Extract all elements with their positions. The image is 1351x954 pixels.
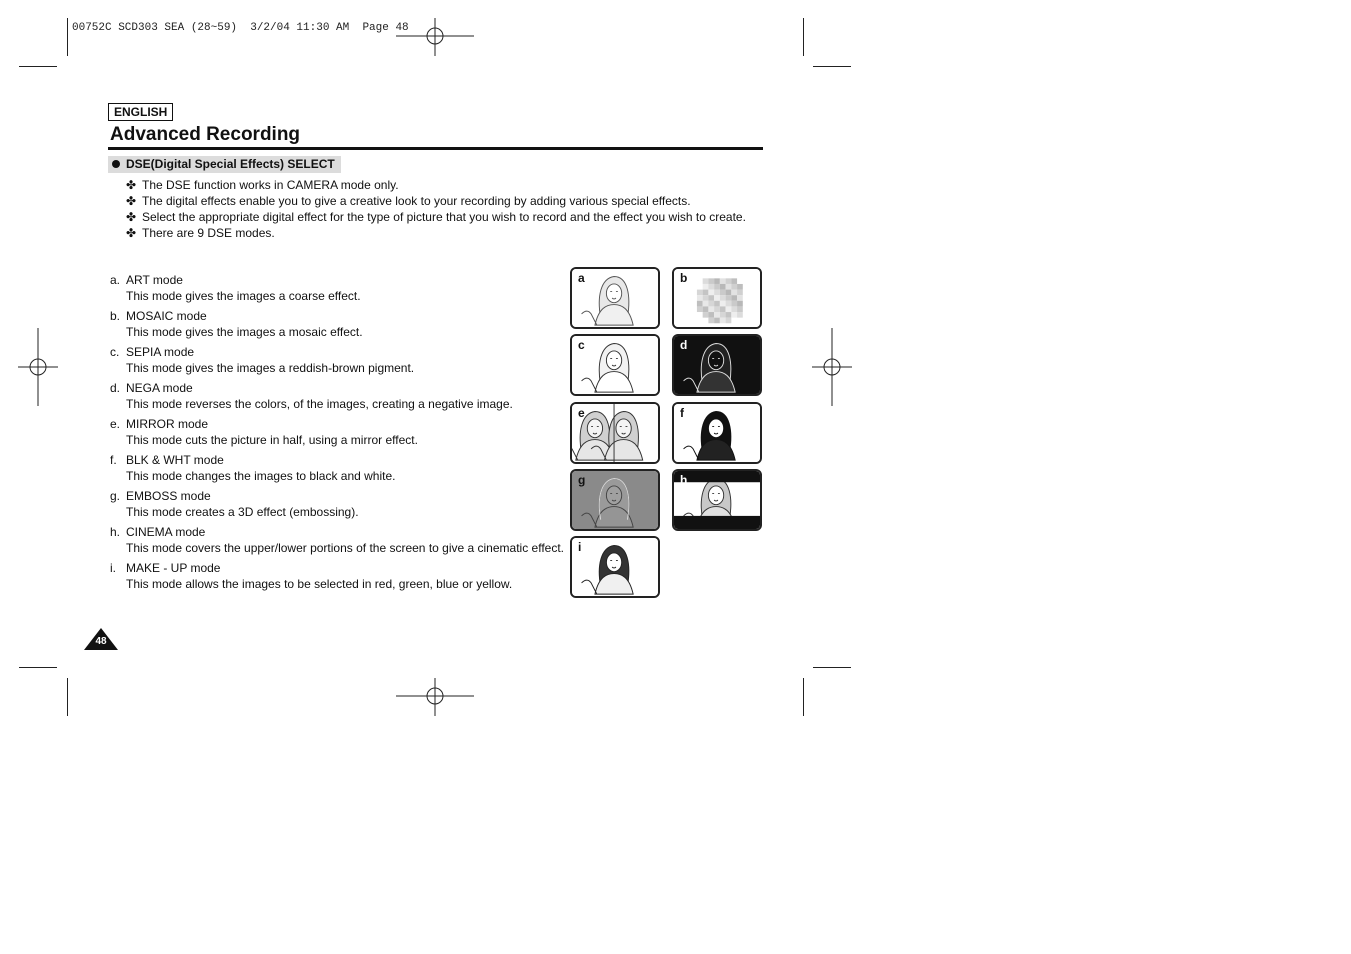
mode-name: NEGA mode <box>126 381 193 395</box>
mode-item <box>110 560 564 596</box>
thumbnail-label: g <box>578 473 586 487</box>
thumbnail-label: a <box>578 271 585 285</box>
mode-desc: This mode covers the upper/lower portions of the screen to give a cinematic effect. <box>126 541 564 555</box>
mode-desc: This mode changes the images to black and white. <box>126 469 396 483</box>
mode-name: MIRROR mode <box>126 417 209 431</box>
mode-item <box>110 308 564 344</box>
bullet-item <box>126 177 746 193</box>
mode-name: SEPIA mode <box>126 345 195 359</box>
mode-item <box>110 272 564 308</box>
mode-letter: c. <box>110 345 120 359</box>
mode-list <box>110 272 564 596</box>
crop-mark <box>803 678 804 716</box>
registration-mark-icon <box>396 678 474 718</box>
bullet-item <box>126 193 746 209</box>
mode-name: EMBOSS mode <box>126 489 211 503</box>
mode-item <box>110 452 564 488</box>
thumbnail-label: i <box>578 540 582 554</box>
section-heading-text: DSE(Digital Special Effects) SELECT <box>126 157 335 171</box>
crop-mark <box>813 667 851 668</box>
mode-letter: i. <box>110 561 116 575</box>
mode-letter: f. <box>110 453 117 467</box>
thumbnail-blk-wht <box>672 402 762 464</box>
crop-mark <box>19 66 57 67</box>
mode-name: CINEMA mode <box>126 525 206 539</box>
mode-name: BLK & WHT mode <box>126 453 224 467</box>
thumbnail-label: e <box>578 406 585 420</box>
mode-name: MOSAIC mode <box>126 309 207 323</box>
mode-desc: This mode gives the images a reddish-brown pigment. <box>126 361 415 375</box>
bullet-text: There are 9 DSE modes. <box>142 226 275 240</box>
mode-letter: a. <box>110 273 121 287</box>
thumbnail-label: f <box>680 406 684 420</box>
thumbnail-mirror <box>570 402 660 464</box>
bullet-item <box>126 225 746 241</box>
make-up-illustration <box>572 538 658 596</box>
thumbnail-make-up <box>570 536 660 598</box>
bullet-item <box>126 209 746 225</box>
bullet-text: The digital effects enable you to give a creative look to your recording by adding various special effects. <box>142 194 691 208</box>
bullet-list <box>126 177 746 241</box>
thumbnail-label: h <box>680 473 688 487</box>
crop-mark <box>67 18 68 56</box>
mode-desc: This mode gives the images a mosaic effect. <box>126 325 363 339</box>
bullet-text: The DSE function works in CAMERA mode only. <box>142 178 399 192</box>
bullet-dot-icon <box>112 160 120 168</box>
thumbnail-emboss <box>570 469 660 531</box>
mode-desc: This mode cuts the picture in half, using a mirror effect. <box>126 433 418 447</box>
cross-bullet-icon: ✤ <box>126 210 137 224</box>
thumbnail-nega <box>672 334 762 396</box>
mode-item <box>110 344 564 380</box>
page-number-badge <box>84 628 118 650</box>
crop-mark <box>67 678 68 716</box>
thumbnail-art <box>570 267 660 329</box>
thumbnail-label: b <box>680 271 688 285</box>
thumbnail-mosaic <box>672 267 762 329</box>
bullet-text: Select the appropriate digital effect for the type of picture that you wish to record and the effect you wish to create. <box>142 210 746 224</box>
mode-item <box>110 488 564 524</box>
page-title: Advanced Recording <box>110 124 301 145</box>
registration-mark-icon <box>812 328 852 406</box>
cross-bullet-icon: ✤ <box>126 226 137 240</box>
mode-letter: d. <box>110 381 121 395</box>
print-header: 00752C SCD303 SEA (28~59) 3/2/04 11:30 AM Page 48 <box>72 22 409 34</box>
mode-desc: This mode gives the images a coarse effect. <box>126 289 361 303</box>
section-heading <box>108 156 341 173</box>
blk-wht-illustration <box>674 404 760 462</box>
mode-letter: b. <box>110 309 121 323</box>
cross-bullet-icon: ✤ <box>126 178 137 192</box>
crop-mark <box>813 66 851 67</box>
mode-desc: This mode allows the images to be selected in red, green, blue or yellow. <box>126 577 513 591</box>
thumbnail-label: c <box>578 338 585 352</box>
mode-name: ART mode <box>126 273 183 287</box>
title-rule <box>108 147 763 150</box>
crop-mark <box>19 667 57 668</box>
mode-desc: This mode creates a 3D effect (embossing). <box>126 505 359 519</box>
mode-item <box>110 416 564 452</box>
mode-item <box>110 380 564 416</box>
mode-letter: e. <box>110 417 121 431</box>
mode-desc: This mode reverses the colors, of the images, creating a negative image. <box>126 397 513 411</box>
thumbnail-cinema <box>672 469 762 531</box>
crop-mark <box>803 18 804 56</box>
mode-letter: h. <box>110 525 121 539</box>
registration-mark-icon <box>18 328 58 406</box>
thumbnail-label: d <box>680 338 688 352</box>
mode-letter: g. <box>110 489 121 503</box>
page-number: 48 <box>95 636 107 647</box>
thumbnail-sepia <box>570 334 660 396</box>
mode-item <box>110 524 564 560</box>
mode-name: MAKE - UP mode <box>126 561 221 575</box>
cross-bullet-icon: ✤ <box>126 194 137 208</box>
language-tag: ENGLISH <box>108 103 173 121</box>
